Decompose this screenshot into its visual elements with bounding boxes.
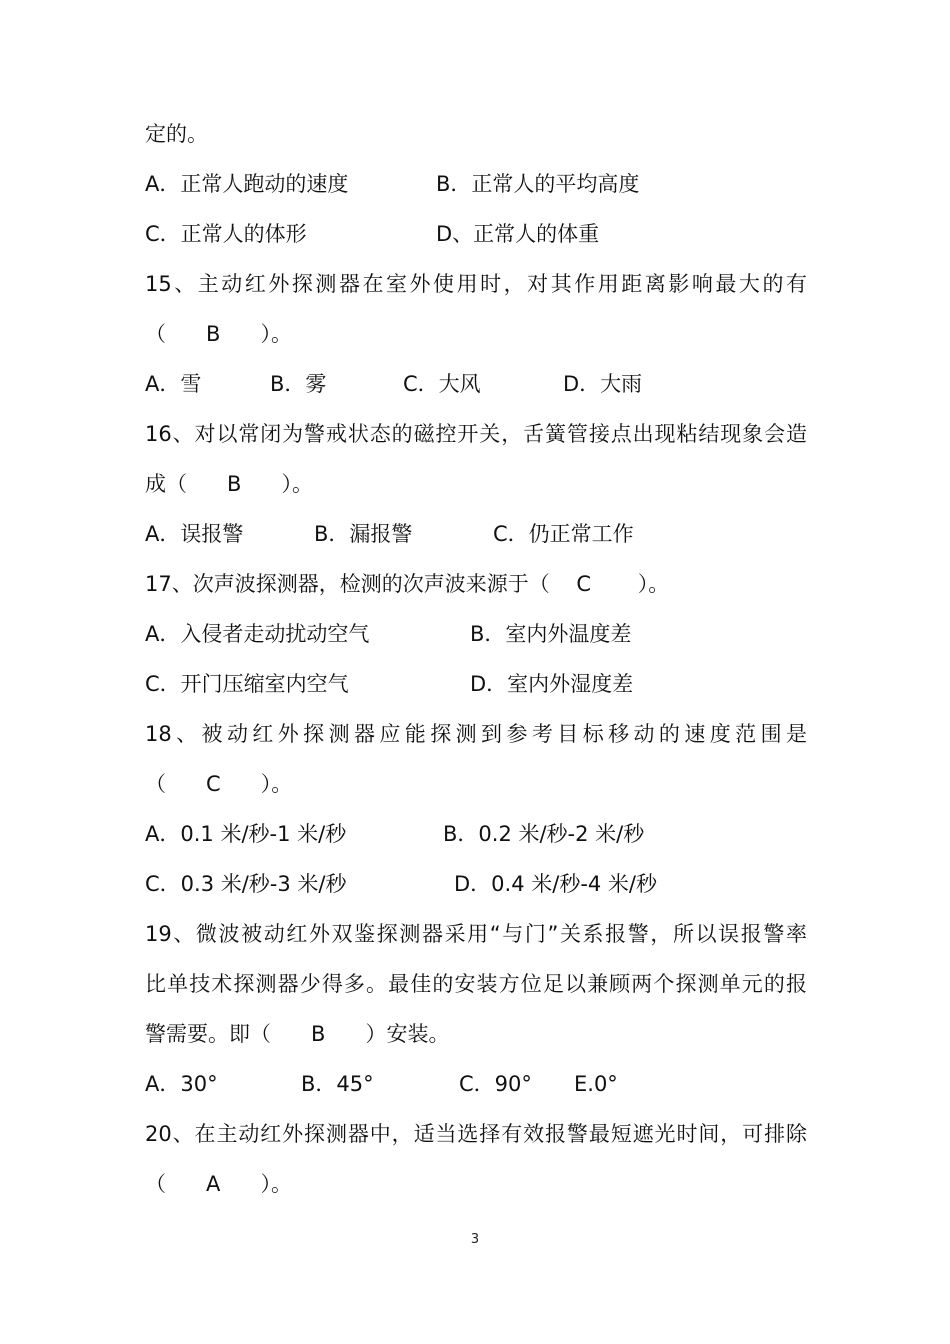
option-q14-a: A．正常人跑动的速度: [145, 172, 349, 196]
answer-20: （ A ）。: [145, 1172, 292, 1196]
option-q19-a: A．30°: [145, 1072, 218, 1096]
option-q19-e: E.0°: [574, 1072, 618, 1096]
question-19-line-2: 比单技术探测器少得多。最佳的安装方位足以兼顾两个探测单元的报: [145, 972, 807, 996]
page-number: 3: [470, 1232, 480, 1247]
answer-16: 成（ B ）。: [145, 472, 314, 496]
answer-18: （ C ）。: [145, 772, 293, 796]
option-q18-c: C．0.3 米/秒-3 米/秒: [145, 872, 347, 896]
option-q16-a: A．误报警: [145, 522, 244, 546]
text-line: 定的。: [145, 122, 208, 146]
option-q18-b: B．0.2 米/秒-2 米/秒: [443, 822, 645, 846]
question-20: 20、在主动红外探测器中，适当选择有效报警最短遮光时间，可排除: [145, 1122, 807, 1146]
option-q17-b: B．室内外温度差: [470, 622, 632, 646]
option-q17-a: A．入侵者走动扰动空气: [145, 622, 370, 646]
option-q14-b: B．正常人的平均高度: [436, 172, 640, 196]
option-q14-d: D、正常人的体重: [436, 222, 600, 246]
option-q17-d: D．室内外湿度差: [470, 672, 634, 696]
option-q19-c: C．90°: [459, 1072, 532, 1096]
option-q15-d: D．大雨: [563, 372, 643, 396]
question-15: 15、主动红外探测器在室外使用时，对其作用距离影响最大的有: [145, 272, 807, 296]
option-q18-a: A．0.1 米/秒-1 米/秒: [145, 822, 347, 846]
question-19-line-1: 19、微波被动红外双鉴探测器采用“与门”关系报警，所以误报警率: [145, 922, 807, 946]
option-q16-c: C．仍正常工作: [493, 522, 634, 546]
question-17: 17、次声波探测器，检测的次声波来源于（ C ）。: [145, 572, 670, 596]
question-16: 16、对以常闭为警戒状态的磁控开关，舌簧管接点出现粘结现象会造: [145, 422, 807, 446]
question-19-line-3: 警需要。即（ B ）安装。: [145, 1022, 450, 1046]
option-q15-c: C．大风: [403, 372, 481, 396]
option-q14-c: C．正常人的体形: [145, 222, 307, 246]
question-18: 18、被动红外探测器应能探测到参考目标移动的速度范围是: [145, 722, 807, 746]
option-q18-d: D．0.4 米/秒-4 米/秒: [454, 872, 658, 896]
answer-15: （ B ）。: [145, 322, 293, 346]
option-q19-b: B．45°: [301, 1072, 374, 1096]
option-q17-c: C．开门压缩室内空气: [145, 672, 349, 696]
option-q16-b: B．漏报警: [314, 522, 413, 546]
option-q15-b: B．雾: [270, 372, 327, 396]
option-q15-a: A．雪: [145, 372, 202, 396]
